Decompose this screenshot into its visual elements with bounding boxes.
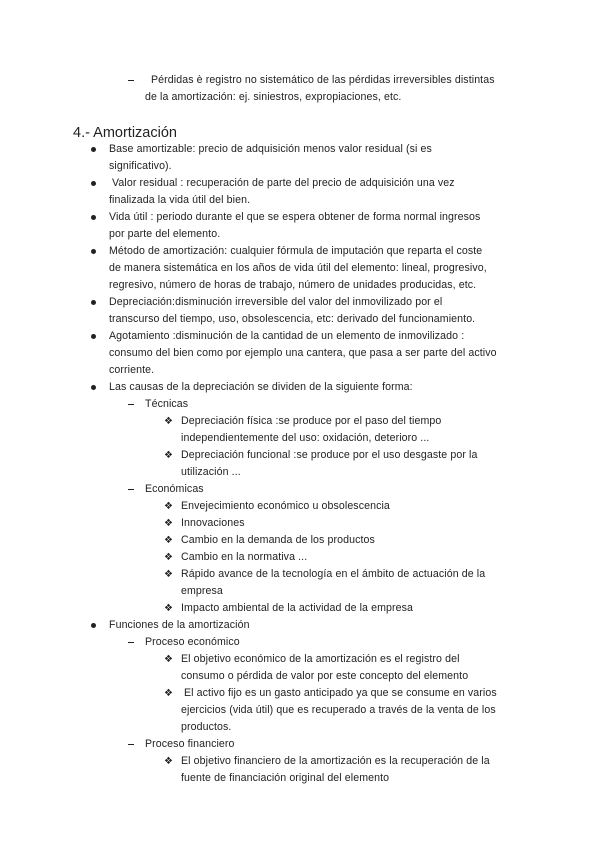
text-line: Innovaciones (181, 517, 245, 529)
text-line: de la amortización: ej. siniestros, expropiaciones, etc. (145, 91, 402, 103)
text-line: Económicas (145, 483, 204, 495)
text-line: Depreciación física :se produce por el paso del tiempo (181, 415, 442, 427)
text-line: Agotamiento :disminución de la cantidad de un elemento de inmovilizado : (109, 330, 465, 342)
dash-marker (128, 642, 134, 643)
bullet-marker (91, 147, 96, 152)
text-line: empresa (181, 585, 223, 597)
text-line: Técnicas (145, 398, 189, 410)
text-line: Funciones de la amortización (109, 619, 250, 631)
bullet-marker (91, 181, 96, 186)
diamond-bullet-icon: ❖ (164, 552, 173, 563)
text-line: regresivo, número de horas de trabajo, número de unidades producidas, etc. (109, 279, 477, 291)
diamond-bullet-icon: ❖ (164, 518, 173, 529)
text-line: Depreciación funcional :se produce por el uso desgaste por la (181, 449, 478, 461)
bullet-marker (91, 385, 96, 390)
text-line: El objetivo económico de la amortización es el registro del (181, 653, 460, 665)
text-line: finalizada la vida útil del bien. (109, 194, 251, 206)
text-line: Envejecimiento económico u obsolescencia (181, 500, 390, 512)
text-line: de manera sistemática en los años de vida útil del elemento: lineal, progresivo, (109, 262, 487, 274)
diamond-bullet-icon: ❖ (164, 416, 173, 427)
text-line: significativo). (109, 160, 172, 172)
diamond-bullet-icon: ❖ (164, 535, 173, 546)
text-line: Rápido avance de la tecnología en el ámbito de actuación de la (181, 568, 486, 580)
text-line: Método de amortización: cualquier fórmula de imputación que reparta el coste (109, 245, 483, 257)
text-line: Depreciación:disminución irreversible del valor del inmovilizado por el (109, 296, 443, 308)
dash-marker (128, 80, 134, 81)
text-line: fuente de financiación original del elemento (181, 772, 390, 784)
dash-marker (128, 404, 134, 405)
text-line: Pérdidas è registro no sistemático de las pérdidas irreversibles distintas (151, 74, 495, 86)
bullet-marker (91, 215, 96, 220)
text-line: Cambio en la demanda de los productos (181, 534, 375, 546)
text-line: Proceso financiero (145, 738, 235, 750)
diamond-bullet-icon: ❖ (164, 603, 173, 614)
bullet-marker (91, 334, 96, 339)
text-line: consumo o pérdida de valor por este concepto del elemento (181, 670, 469, 682)
text-line: transcurso del tiempo, uso, obsolescencia, etc: derivado del funcionamiento. (109, 313, 476, 325)
text-line: consumo del bien como por ejemplo una cantera, que pasa a ser parte del activo (109, 347, 497, 359)
diamond-bullet-icon: ❖ (164, 501, 173, 512)
dash-marker (128, 489, 134, 490)
diamond-bullet-icon: ❖ (164, 569, 173, 580)
text-line: productos. (181, 721, 232, 733)
bullet-marker (91, 300, 96, 305)
text-line: Proceso económico (145, 636, 240, 648)
text-line: Cambio en la normativa ... (181, 551, 308, 563)
text-line: Impacto ambiental de la actividad de la empresa (181, 602, 414, 614)
bullet-marker (91, 623, 96, 628)
text-line: El objetivo financiero de la amortización es la recuperación de la (181, 755, 490, 767)
text-line: Base amortizable: precio de adquisición menos valor residual (si es (109, 143, 432, 155)
bullet-marker (91, 249, 96, 254)
text-line: El activo fijo es un gasto anticipado ya que se consume en varios (184, 687, 497, 699)
diamond-bullet-icon: ❖ (164, 756, 173, 767)
text-line: Vida útil : periodo durante el que se espera obtener de forma normal ingresos (109, 211, 481, 223)
text-line: independientemente del uso: oxidación, deterioro ... (181, 432, 430, 444)
section-heading: 4.- Amortización (73, 125, 177, 141)
dash-marker (128, 744, 134, 745)
text-line: ejercicios (vida útil) que es recuperado a través de la venta de los (181, 704, 496, 716)
text-line: utilización ... (181, 466, 241, 478)
diamond-bullet-icon: ❖ (164, 688, 173, 699)
text-line: Valor residual : recuperación de parte del precio de adquisición una vez (112, 177, 455, 189)
text-line: por parte del elemento. (109, 228, 221, 240)
diamond-bullet-icon: ❖ (164, 654, 173, 665)
text-line: corriente. (109, 364, 155, 376)
diamond-bullet-icon: ❖ (164, 450, 173, 461)
text-line: Las causas de la depreciación se dividen de la siguiente forma: (109, 381, 413, 393)
